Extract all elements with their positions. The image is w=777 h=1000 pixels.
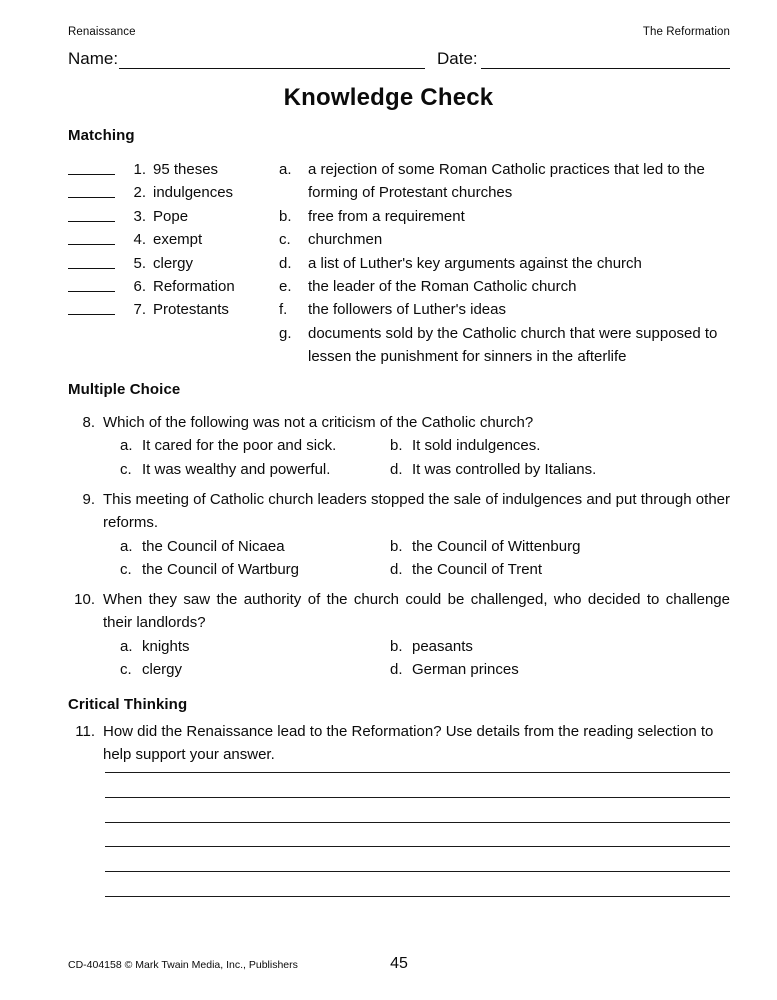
- question-10-option-c[interactable]: [120, 658, 182, 681]
- matching-definition-row: [279, 252, 731, 275]
- matching-definition-text: documents sold by the Catholic church that were supposed to lessen the punishment for sinners in the afterlife: [308, 324, 718, 366]
- page-title: Knowledge Check: [283, 84, 494, 111]
- option-text: It was controlled by Italians.: [412, 460, 597, 478]
- matching-definition-row: [279, 158, 731, 205]
- matching-definition-letter: f.: [279, 301, 288, 319]
- answer-line[interactable]: [105, 871, 730, 872]
- question-10-option-a[interactable]: [120, 635, 190, 658]
- question-8-option-c[interactable]: [120, 458, 330, 481]
- question-10-stem: [68, 588, 730, 635]
- matching-definition-row: [279, 228, 731, 251]
- question-9-options: [68, 535, 730, 582]
- answer-line[interactable]: [105, 822, 730, 823]
- option-letter: a.: [120, 637, 133, 655]
- option-text: the Council of Nicaea: [142, 537, 285, 555]
- option-text: It was wealthy and powerful.: [142, 460, 331, 478]
- option-text: It cared for the poor and sick.: [142, 437, 337, 455]
- matching-answer-blank[interactable]: [68, 197, 115, 198]
- option-text: peasants: [412, 637, 473, 655]
- option-row: [68, 535, 730, 558]
- answer-line[interactable]: [105, 797, 730, 798]
- answer-lines[interactable]: [105, 772, 730, 921]
- name-date-row: [68, 48, 730, 72]
- date-input-line[interactable]: [481, 68, 730, 69]
- option-text: the Council of Wittenburg: [412, 537, 581, 555]
- question-9-stem: [68, 488, 730, 535]
- matching-term-number: 6.: [133, 277, 146, 295]
- option-letter: b.: [390, 537, 403, 555]
- question-8-option-b[interactable]: [390, 434, 540, 457]
- section-heading-matching: Matching: [68, 127, 135, 144]
- option-row: [68, 635, 730, 658]
- question-9-option-a[interactable]: [120, 535, 285, 558]
- matching-definition-letter: b.: [279, 207, 292, 225]
- option-letter: d.: [390, 561, 403, 579]
- matching-answer-blank[interactable]: [68, 314, 115, 315]
- option-letter: b.: [390, 437, 403, 455]
- question-8-number: 8.: [82, 414, 95, 431]
- section-heading-critical-thinking: Critical Thinking: [68, 696, 188, 713]
- matching-term-number: 2.: [133, 184, 146, 202]
- matching-definition-text: free from a requirement: [308, 207, 465, 225]
- question-9: [68, 488, 730, 582]
- matching-terms-list: [68, 158, 273, 322]
- option-letter: a.: [120, 537, 133, 555]
- matching-answer-blank[interactable]: [68, 268, 115, 269]
- matching-definition-text: churchmen: [308, 231, 383, 249]
- matching-definition-row: [279, 298, 731, 321]
- question-9-text: This meeting of Catholic church leaders stopped the sale of indulgences and put through other reforms.: [103, 491, 730, 532]
- question-10-option-d[interactable]: [390, 658, 519, 681]
- option-letter: c.: [120, 561, 132, 579]
- matching-answer-blank[interactable]: [68, 244, 115, 245]
- question-11-text: How did the Renaissance lead to the Reformation? Use details from the reading selection to help support your answer.: [103, 723, 714, 764]
- matching-definition-text: the leader of the Roman Catholic church: [308, 278, 577, 296]
- question-10-option-b[interactable]: [390, 635, 473, 658]
- option-row: [68, 434, 730, 457]
- matching-definition-letter: g.: [279, 324, 292, 342]
- question-10-number: 10.: [74, 591, 95, 608]
- question-8-option-a[interactable]: [120, 434, 336, 457]
- matching-answer-blank[interactable]: [68, 221, 115, 222]
- matching-term-number: 5.: [133, 254, 146, 272]
- question-8-text: Which of the following was not a criticism of the Catholic church?: [103, 414, 534, 431]
- option-row: [68, 558, 730, 581]
- question-9-number: 9.: [82, 491, 95, 508]
- matching-definition-letter: c.: [279, 231, 291, 249]
- matching-term-text: Protestants: [153, 301, 229, 319]
- question-10-options: [68, 635, 730, 682]
- matching-answer-blank[interactable]: [68, 291, 115, 292]
- option-letter: b.: [390, 637, 403, 655]
- question-8: [68, 411, 730, 481]
- option-letter: d.: [390, 661, 403, 679]
- answer-line[interactable]: [105, 772, 730, 773]
- question-11-number: 11.: [75, 723, 95, 740]
- matching-term-row: [68, 158, 273, 181]
- matching-term-row: [68, 228, 273, 251]
- matching-definition-text: the followers of Luther's ideas: [308, 301, 506, 319]
- option-text: German princes: [412, 661, 519, 679]
- footer-credit: CD-404158 © Mark Twain Media, Inc., Publishers: [68, 959, 298, 971]
- matching-term-text: 95 theses: [153, 161, 219, 178]
- option-letter: c.: [120, 661, 132, 679]
- question-9-option-b[interactable]: [390, 535, 580, 558]
- question-8-stem: [68, 411, 730, 434]
- matching-term-number: 3.: [133, 207, 146, 225]
- matching-definition-text: a rejection of some Roman Catholic practices that led to the forming of Protestant churches: [308, 161, 705, 202]
- question-9-option-c[interactable]: [120, 558, 299, 581]
- matching-term-text: indulgences: [153, 184, 234, 202]
- matching-term-text: exempt: [153, 231, 203, 249]
- answer-line[interactable]: [105, 846, 730, 847]
- running-head-right: The Reformation: [642, 26, 730, 38]
- matching-term-text: Pope: [153, 207, 189, 225]
- date-label: Date:: [437, 49, 478, 68]
- matching-term-number: 4.: [133, 231, 146, 249]
- option-letter: a.: [120, 437, 133, 455]
- matching-definitions-list: [279, 158, 731, 369]
- page-number: 45: [390, 955, 408, 972]
- option-letter: c.: [120, 460, 132, 478]
- question-9-option-d[interactable]: [390, 558, 542, 581]
- matching-definition-letter: e.: [279, 278, 292, 296]
- matching-term-row: [68, 252, 273, 275]
- matching-definition-letter: d.: [279, 254, 292, 272]
- question-11-stem: [68, 720, 730, 767]
- question-11: [68, 720, 730, 767]
- running-head-left: Renaissance: [68, 26, 136, 38]
- matching-definition-row: [279, 205, 731, 228]
- option-text: clergy: [142, 661, 183, 679]
- matching-definition-letter: a.: [279, 161, 292, 178]
- matching-term-text: Reformation: [153, 277, 235, 295]
- section-heading-multiple-choice: Multiple Choice: [68, 381, 181, 398]
- matching-term-number: 1.: [133, 161, 146, 178]
- matching-definition-row: [279, 275, 731, 298]
- running-head: [68, 25, 730, 39]
- question-10: [68, 588, 730, 682]
- matching-answer-blank[interactable]: [68, 174, 115, 175]
- answer-line[interactable]: [105, 896, 730, 897]
- matching-term-number: 7.: [133, 301, 146, 319]
- option-letter: d.: [390, 460, 403, 478]
- matching-definition-row: [279, 322, 731, 369]
- option-row: [68, 658, 730, 681]
- matching-term-row: [68, 275, 273, 298]
- question-8-options: [68, 434, 730, 481]
- option-text: the Council of Trent: [412, 561, 543, 579]
- question-8-option-d[interactable]: [390, 458, 596, 481]
- name-input-line[interactable]: [119, 68, 425, 69]
- option-text: the Council of Wartburg: [142, 561, 300, 579]
- option-text: It sold indulgences.: [412, 437, 541, 455]
- option-text: knights: [142, 637, 190, 655]
- question-10-text: When they saw the authority of the church could be challenged, who decided to challenge their landlords?: [103, 591, 730, 632]
- matching-term-row: [68, 298, 273, 321]
- name-label: Name:: [68, 49, 119, 68]
- matching-term-text: clergy: [153, 254, 194, 272]
- option-row: [68, 458, 730, 481]
- page-footer: [68, 955, 730, 975]
- matching-term-row: [68, 181, 273, 204]
- matching-definition-text: a list of Luther's key arguments against the church: [308, 254, 642, 272]
- matching-term-row: [68, 205, 273, 228]
